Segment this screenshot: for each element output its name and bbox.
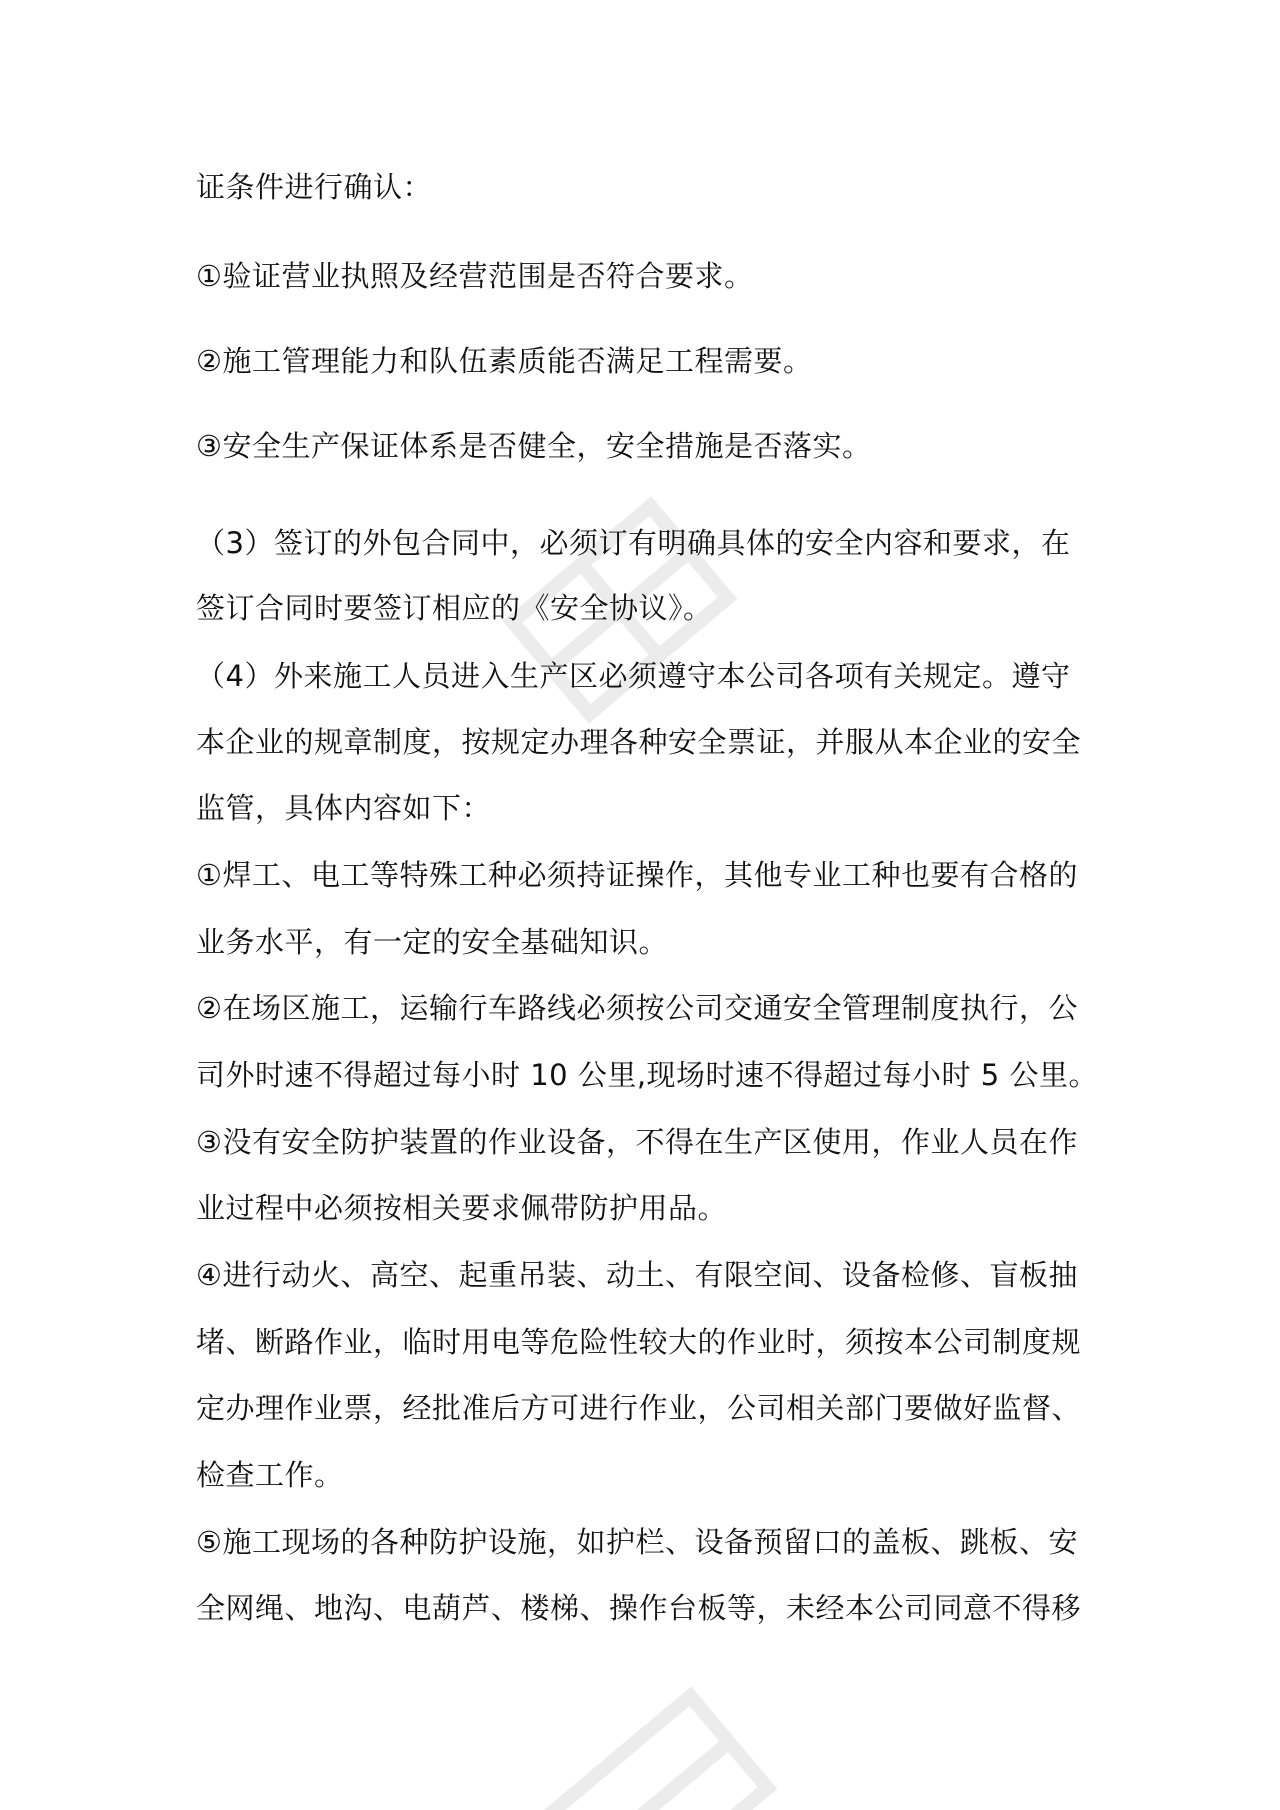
text-line: 签订合同时要签订相应的《安全协议》。: [196, 591, 713, 625]
text-line: ①验证营业执照及经营范围是否符合要求。: [196, 259, 754, 293]
text-line: 业过程中必须按相关要求佩带防护用品。: [196, 1191, 728, 1225]
text-line: 司外时速不得超过每小时 10 公里,现场时速不得超过每小时 5 公里。: [196, 1058, 1098, 1092]
text-line: 检查工作。: [196, 1458, 344, 1492]
text-line: 全网绳、地沟、电葫芦、楼梯、操作台板等，未经本公司同意不得移: [196, 1591, 1082, 1625]
text-line: 证条件进行确认：: [196, 170, 433, 204]
text-line: ①焊工、电工等特殊工种必须持证操作，其他专业工种也要有合格的: [196, 858, 1078, 892]
text-line: 本企业的规章制度，按规定办理各种安全票证，并服从本企业的安全: [196, 725, 1082, 759]
watermark-stamp-icon: [520, 1660, 800, 1810]
text-line: （3）签订的外包合同中，必须订有明确具体的安全内容和要求，在: [196, 526, 1071, 560]
text-line: 业务水平，有一定的安全基础知识。: [196, 925, 669, 959]
text-line: ②施工管理能力和队伍素质能否满足工程需要。: [196, 344, 813, 378]
text-line: ③没有安全防护装置的作业设备，不得在生产区使用，作业人员在作: [196, 1125, 1078, 1159]
text-line: ③安全生产保证体系是否健全，安全措施是否落实。: [196, 429, 872, 463]
text-line: ②在场区施工，运输行车路线必须按公司交通安全管理制度执行，公: [196, 991, 1078, 1025]
text-line: ④进行动火、高空、起重吊装、动土、有限空间、设备检修、盲板抽: [196, 1258, 1078, 1292]
text-line: 定办理作业票，经批准后方可进行作业，公司相关部门要做好监督、: [196, 1391, 1082, 1425]
text-line: ⑤施工现场的各种防护设施，如护栏、设备预留口的盖板、跳板、安: [196, 1525, 1078, 1559]
text-line: 堵、断路作业，临时用电等危险性较大的作业时，须按本公司制度规: [196, 1325, 1082, 1359]
text-line: 监管，具体内容如下：: [196, 791, 492, 825]
text-line: （4）外来施工人员进入生产区必须遵守本公司各项有关规定。遵守: [196, 659, 1071, 693]
